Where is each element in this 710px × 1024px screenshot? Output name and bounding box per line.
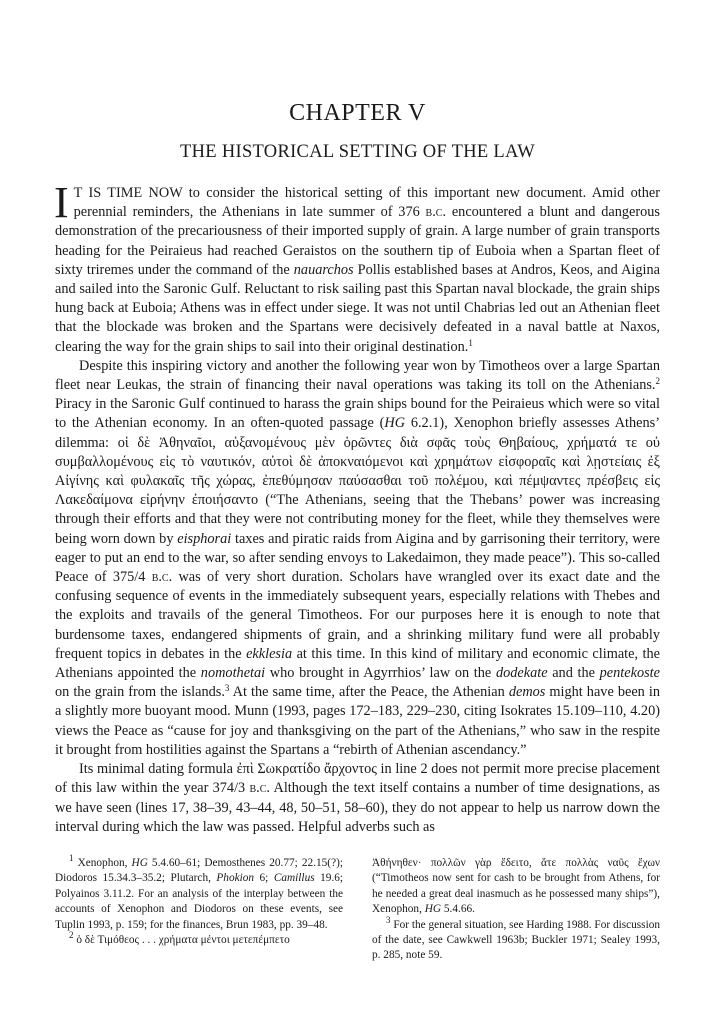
text-run: Its minimal dating formula ἐπὶ Σωκρατίδο ἄρχοντος in line 2 does not permit more precise placement of this law within the year 374/3 [55, 761, 660, 797]
italic-text: demos [508, 684, 546, 701]
text-run: encountered a blunt and dangerous demonstration of the precariousness of their imported supply of grain. A large number of grain transports heading for the Peiraieus had reached Geraistos on the southern tip of Euboia when a Spartan fleet of sixty triremes under the command of the [55, 204, 660, 278]
paragraph [54, 178, 660, 357]
body-text [54, 178, 660, 837]
text-run: who brought in Agyrrhios’ law on the [265, 665, 496, 682]
footnote-marker: 1 [468, 337, 473, 348]
text-run: 5.4.66. [441, 903, 475, 916]
chapter-title: THE HISTORICAL SETTING OF THE LAW [180, 142, 535, 162]
italic-text: HG [384, 415, 406, 432]
italic-text: pentekoste [599, 665, 660, 682]
footnote-marker: 2 [655, 376, 660, 387]
paragraph [55, 357, 660, 760]
text-run: ὁ δὲ Τιμόθεος . . . χρήματα μέντοι μετεπέμπετο [73, 934, 290, 947]
italic-text: ekklesia [246, 645, 293, 662]
text-run: might have been in a slightly more buoyant mood. Munn (1993, pages 172–183, 229–230, citing Isokrates 15.109–110, 4.20) views the Peace as “cause for joy and thanksgiving on the part of the Athenians,” who saw in the respite it brought from hostilities against the Spartans a “rebirth of Athenian ascendancy.” [55, 684, 660, 758]
text-run: Piracy in the Saronic Gulf continued to harass the grain ships bound for the Peiraieus which were so vital to the Athenian economy. In an often-quoted passage ( [55, 396, 660, 432]
paragraph [55, 760, 660, 837]
italic-text: dodekate [495, 665, 548, 682]
footnote [55, 853, 344, 933]
italic-text: Camillus [273, 872, 315, 885]
text-run: on the grain from the islands. [55, 684, 225, 701]
text-run: Pollis established bases at Andros, Keos, and Aigina and sailed into the Saronic Gulf. Reluctant to risk sailing past this Spartan naval blockade, the grain ships hung back at Euboia; Athens was in effect under siege. It was not until Chabrias led out an Athenian fleet that the blockade was broken and the Spartans were decisively defeated in a naval battle at Naxos, clearing the way for the grain ships to sail into their original destination. [55, 261, 660, 355]
text-run: Despite this inspiring victory and another the following year won by Timotheos over a large Spartan fleet near Leukas, the strain of financing their naval operations was taking its toll on the Athenians. [55, 357, 660, 394]
footnote [372, 914, 661, 964]
footnotes-right-column [372, 856, 660, 964]
text-run: to consider the historical setting of this important new document. Amid other perennial reminders, the Athenians in late summer of 376 [73, 185, 660, 221]
small-caps-text: b.c. [249, 780, 270, 797]
text-run: For the general situation, see Harding 1988. For discussion of the date, see Cawkwell 1963b; Buckler 1971; Sealey 1993, p. 285, note 59. [372, 918, 661, 962]
text-run: 5.4.60–61; Demosthenes 20.77; 22.15(?); Diodoros 15.34.3–35.2; Plutarch, [55, 857, 343, 885]
text-run: was of very short duration. Scholars have wrangled over its exact date and the confusing sequence of events in the immediately subsequent years, especially relations with Thebes and the exploits and travails of the general Timotheos. For our purposes here it is enough to note that burdensome taxes, endangered shipments of grain, and a shrinking military fund were all probably frequent topics in debates in the [55, 569, 660, 662]
chapter-number: CHAPTER V [289, 100, 426, 126]
italic-text: eisphorai [177, 530, 232, 547]
drop-cap: I [54, 178, 69, 227]
text-run: and the [547, 665, 600, 682]
text-run: at this time. In this kind of military and economic climate, the Athenians appointed the [55, 645, 660, 682]
text-run: 19.6; Polyainos 3.11.2. For an analysis of the interplay between the accounts of Xenophon and Diodoros on these events, see Tuplin 1993, p. 159; for the finances, Brun 1983, pp. 39–48. [55, 872, 344, 931]
text-run: At the same time, after the Peace, the Athenian [229, 684, 509, 701]
footnote-marker: 1 [69, 853, 74, 863]
footnote [372, 856, 660, 918]
italic-text: HG [424, 903, 442, 916]
text-run: Xenophon, [73, 857, 132, 869]
small-caps-text: b.c. [425, 204, 447, 221]
small-caps-text: b.c. [151, 569, 173, 586]
italic-text: nauarchos [293, 261, 354, 278]
footnote-marker: 3 [386, 914, 391, 925]
italic-text: HG [131, 857, 148, 869]
text-run: Although the text itself contains a number of time designations, as we have seen (lines 17, 38–39, 43–44, 48, 50–51, 58–60), they do not appear to help us narrow down the interval during which the law was passed. Helpful adverbs such as [55, 780, 660, 835]
italic-text: nomothetai [200, 665, 266, 682]
text-run: taxes and piratic raids from Aigina and by garrisoning their territory, were eager to put an end to the war, so after sending envoys to Lakedaimon, they made peace”). This so-called Peace of 375/4 [55, 530, 660, 586]
footnote-marker: 2 [69, 930, 74, 941]
footnotes-left-column [55, 853, 344, 948]
footnote [55, 930, 343, 948]
text-run: 6; [254, 872, 274, 885]
italic-text: Phokion [216, 872, 255, 885]
lead-in-text: T IS TIME NOW [73, 185, 183, 201]
text-run: 6.2.1), Xenophon briefly assesses Athens’ dilemma: οἱ δὲ Ἀθηναῖοι, αὐξανομένους μὲν ὁρῶντες διὰ σφᾶς τοὺς Θηβαίους, χρήματά τε οὐ συμβαλλομένους εἰς τὸ ναυτικόν, αὐτοὶ δὲ ἀποκναιόμενοι καὶ χρημάτων εἰσφοραῖς καὶ λῃστείαις ἐξ Αἰγίνης καὶ φυλακαῖς τῆς χώρας, ἐπεθύμησαν παύσασθαι τοῦ πολέμου, καὶ πέμψαντες πρέσβεις εἰς Λακεδαίμονα εἰρήνην ἐποιήσαντο (“The Athenians, seeing that the Thebans’ power was increasing through their efforts and that they were not contributing money for the fleet, while they themselves were being worn down by [55, 415, 660, 547]
footnote-marker: 3 [224, 683, 230, 694]
text-run: Ἀθήνηθεν· πολλῶν γὰρ ἔδειτο, ἅτε πολλὰς ναῦς ἔχων (“Timotheos now sent for cash to be brought from Athens, for he needed a great deal inasmuch as he possessed many ships”), Xenophon, [372, 857, 660, 916]
